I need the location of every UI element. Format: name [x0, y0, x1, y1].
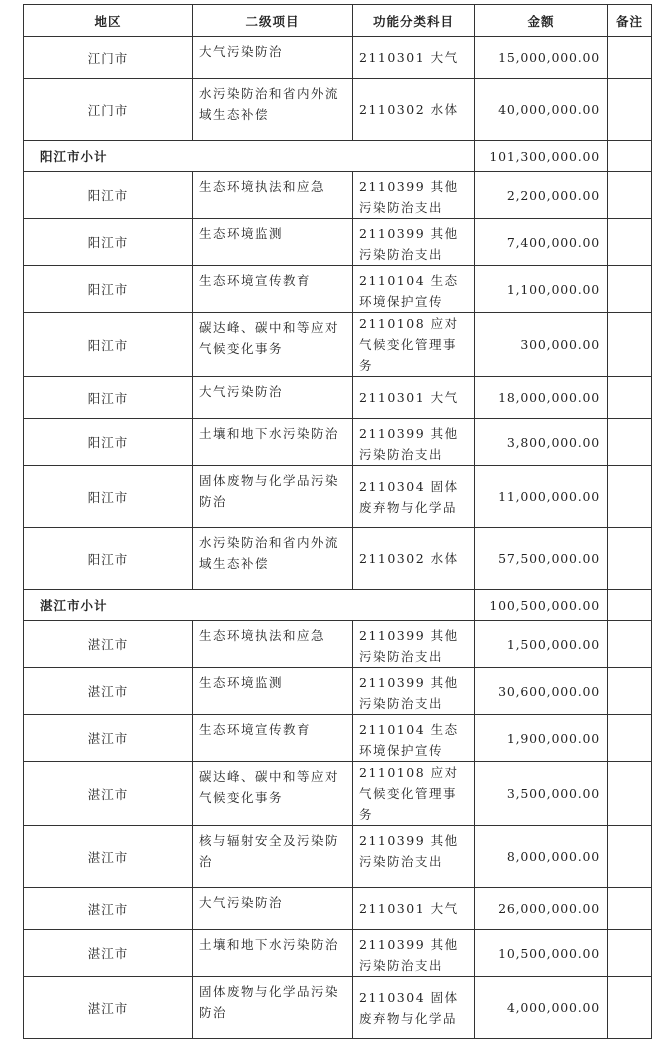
project-cell: 大气污染防治: [193, 37, 353, 79]
region-cell: 湛江市: [24, 977, 193, 1039]
project-cell: 生态环境执法和应急: [193, 172, 353, 219]
function-cell: 2110301 大气: [353, 37, 475, 79]
project-cell: 生态环境监测: [193, 219, 353, 266]
table-row: [24, 826, 652, 888]
note-cell: [608, 37, 652, 79]
amount-cell: 1,500,000.00: [475, 621, 608, 668]
amount-cell: 18,000,000.00: [475, 377, 608, 419]
table-row: [24, 266, 652, 313]
table-row: [24, 37, 652, 79]
amount-cell: 10,500,000.00: [475, 930, 608, 977]
table-row: [24, 172, 652, 219]
project-cell: 土壤和地下水污染防治: [193, 419, 353, 466]
note-cell: [608, 590, 652, 621]
region-cell: 湛江市: [24, 888, 193, 930]
region-cell: 湛江市: [24, 715, 193, 762]
region-cell: 阳江市: [24, 313, 193, 377]
note-cell: [608, 528, 652, 590]
region-cell: 湛江市: [24, 621, 193, 668]
function-cell: 2110399 其他污染防治支出: [353, 419, 475, 466]
project-cell: 大气污染防治: [193, 377, 353, 419]
table-row: [24, 466, 652, 528]
function-cell: 2110399 其他污染防治支出: [353, 219, 475, 266]
subtotal-label: 阳江市小计: [24, 141, 475, 172]
amount-cell: 30,600,000.00: [475, 668, 608, 715]
table-row: [24, 313, 652, 377]
note-cell: [608, 888, 652, 930]
amount-cell: 15,000,000.00: [475, 37, 608, 79]
function-cell: 2110399 其他污染防治支出: [353, 172, 475, 219]
table-row: [24, 715, 652, 762]
note-cell: [608, 762, 652, 826]
project-cell: 碳达峰、碳中和等应对气候变化事务: [193, 313, 353, 377]
table-row: [24, 79, 652, 141]
region-cell: 阳江市: [24, 377, 193, 419]
subtotal-label: 湛江市小计: [24, 590, 475, 621]
note-cell: [608, 172, 652, 219]
project-cell: 生态环境宣传教育: [193, 715, 353, 762]
header-project: 二级项目: [193, 5, 353, 37]
header-amount: 金额: [475, 5, 608, 37]
amount-cell: 11,000,000.00: [475, 466, 608, 528]
function-cell: 2110399 其他污染防治支出: [353, 668, 475, 715]
amount-cell: 26,000,000.00: [475, 888, 608, 930]
table-row: [24, 668, 652, 715]
note-cell: [608, 219, 652, 266]
function-cell: 2110301 大气: [353, 888, 475, 930]
note-cell: [608, 466, 652, 528]
project-cell: 核与辐射安全及污染防治: [193, 826, 353, 888]
project-cell: 生态环境监测: [193, 668, 353, 715]
region-cell: 江门市: [24, 37, 193, 79]
budget-table: [23, 4, 652, 1039]
region-cell: 阳江市: [24, 466, 193, 528]
function-cell: 2110399 其他污染防治支出: [353, 826, 475, 888]
region-cell: 阳江市: [24, 172, 193, 219]
subtotal-row: [24, 141, 652, 172]
amount-cell: 57,500,000.00: [475, 528, 608, 590]
note-cell: [608, 313, 652, 377]
function-cell: 2110108 应对气候变化管理事务: [353, 762, 475, 826]
note-cell: [608, 377, 652, 419]
project-cell: 水污染防治和省内外流域生态补偿: [193, 528, 353, 590]
table-header-row: [24, 5, 652, 37]
region-cell: 阳江市: [24, 419, 193, 466]
note-cell: [608, 930, 652, 977]
function-cell: 2110399 其他污染防治支出: [353, 930, 475, 977]
function-cell: 2110399 其他污染防治支出: [353, 621, 475, 668]
project-cell: 碳达峰、碳中和等应对气候变化事务: [193, 762, 353, 826]
function-cell: 2110304 固体废弃物与化学品: [353, 977, 475, 1039]
region-cell: 阳江市: [24, 528, 193, 590]
function-cell: 2110302 水体: [353, 528, 475, 590]
amount-cell: 300,000.00: [475, 313, 608, 377]
amount-cell: 3,500,000.00: [475, 762, 608, 826]
table-row: [24, 528, 652, 590]
function-cell: 2110104 生态环境保护宣传: [353, 715, 475, 762]
note-cell: [608, 715, 652, 762]
function-cell: 2110302 水体: [353, 79, 475, 141]
amount-cell: 1,900,000.00: [475, 715, 608, 762]
note-cell: [608, 977, 652, 1039]
table-row: [24, 977, 652, 1039]
project-cell: 大气污染防治: [193, 888, 353, 930]
subtotal-amount: 100,500,000.00: [475, 590, 608, 621]
table-row: [24, 762, 652, 826]
amount-cell: 1,100,000.00: [475, 266, 608, 313]
project-cell: 固体废物与化学品污染防治: [193, 466, 353, 528]
function-cell: 2110301 大气: [353, 377, 475, 419]
function-cell: 2110108 应对气候变化管理事务: [353, 313, 475, 377]
region-cell: 湛江市: [24, 762, 193, 826]
project-cell: 水污染防治和省内外流域生态补偿: [193, 79, 353, 141]
table-row: [24, 219, 652, 266]
note-cell: [608, 266, 652, 313]
header-note: 备注: [608, 5, 652, 37]
table-row: [24, 377, 652, 419]
region-cell: 江门市: [24, 79, 193, 141]
region-cell: 阳江市: [24, 266, 193, 313]
amount-cell: 3,800,000.00: [475, 419, 608, 466]
amount-cell: 4,000,000.00: [475, 977, 608, 1039]
region-cell: 湛江市: [24, 930, 193, 977]
note-cell: [608, 141, 652, 172]
note-cell: [608, 79, 652, 141]
note-cell: [608, 419, 652, 466]
region-cell: 湛江市: [24, 826, 193, 888]
project-cell: 生态环境执法和应急: [193, 621, 353, 668]
project-cell: 生态环境宣传教育: [193, 266, 353, 313]
table-row: [24, 419, 652, 466]
region-cell: 湛江市: [24, 668, 193, 715]
table-row: [24, 930, 652, 977]
function-cell: 2110104 生态环境保护宣传: [353, 266, 475, 313]
table-row: [24, 621, 652, 668]
amount-cell: 8,000,000.00: [475, 826, 608, 888]
region-cell: 阳江市: [24, 219, 193, 266]
function-cell: 2110304 固体废弃物与化学品: [353, 466, 475, 528]
amount-cell: 40,000,000.00: [475, 79, 608, 141]
table-body: [24, 37, 652, 1039]
amount-cell: 2,200,000.00: [475, 172, 608, 219]
project-cell: 土壤和地下水污染防治: [193, 930, 353, 977]
header-region: 地区: [24, 5, 193, 37]
amount-cell: 7,400,000.00: [475, 219, 608, 266]
note-cell: [608, 621, 652, 668]
table-row: [24, 888, 652, 930]
header-func: 功能分类科目: [353, 5, 475, 37]
note-cell: [608, 668, 652, 715]
subtotal-row: [24, 590, 652, 621]
project-cell: 固体废物与化学品污染防治: [193, 977, 353, 1039]
subtotal-amount: 101,300,000.00: [475, 141, 608, 172]
note-cell: [608, 826, 652, 888]
